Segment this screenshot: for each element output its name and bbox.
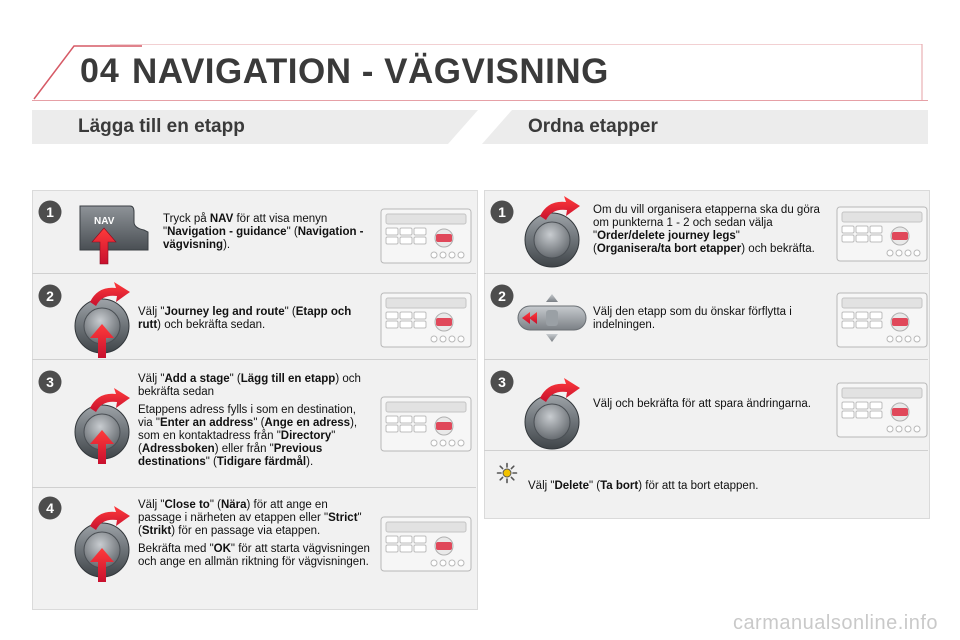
rotary-knob-icon <box>518 376 598 456</box>
radio-panel-icon <box>836 206 928 262</box>
right-section-title: Ordna etapper <box>528 116 658 137</box>
right-step-1-text: Om du vill organisera etapperna ska du göra om punkterna 1 - 2 och sedan välja "Order/delete journey legs" (Organisera/ta bort etapper) och bekräfta. <box>593 204 820 255</box>
radio-panel-icon <box>380 516 472 572</box>
rotary-knob-icon <box>68 504 148 584</box>
rotary-knob-icon <box>68 280 148 360</box>
step-4-text: Välj "Close to" (Nära) för att ange en passage i närheten av etappen eller "Strict" (Strikt) för en passage via etappen. Bekräfta med "OK" för att starta vägvisningen och ange en allmän riktning för vägvisningen. <box>138 499 370 568</box>
row-divider <box>32 487 476 488</box>
step-badge-4: 4 <box>38 496 62 520</box>
radio-panel-icon <box>836 292 928 348</box>
radio-panel-icon <box>380 208 472 264</box>
step-badge-1: 1 <box>38 200 62 224</box>
left-section-title: Lägga till en etapp <box>78 116 245 137</box>
row-divider <box>32 273 476 274</box>
radio-panel-icon <box>380 292 472 348</box>
radio-panel-icon <box>380 396 472 452</box>
page-title: NAVIGATION - VÄGVISNING <box>132 52 609 91</box>
step-3-text: Välj "Add a stage" (Lägg till en etapp) och bekräfta sedan Etappens adress fylls i som en destination, via "Enter an address" (Ange en adress), som en kontaktadress från "Directory" (Adressboken) eller från "Previous destinations" (Tidigare färdmål). <box>138 373 361 468</box>
step-badge-1: 1 <box>490 200 514 224</box>
step-badge-3: 3 <box>38 370 62 394</box>
header-underline <box>32 100 928 101</box>
step-badge-3: 3 <box>490 370 514 394</box>
chapter-number: 04 <box>80 52 120 90</box>
row-divider <box>484 359 928 360</box>
scroll-bar-icon <box>514 290 590 346</box>
right-step-3-text: Välj och bekräfta för att spara ändringarna. <box>593 398 811 410</box>
tip-sun-icon <box>496 462 518 484</box>
rotary-knob-icon <box>518 194 598 274</box>
nav-key-icon <box>72 200 152 266</box>
radio-panel-icon <box>836 382 928 438</box>
watermark: carmanualsonline.info <box>732 612 938 634</box>
step-badge-2: 2 <box>38 284 62 308</box>
rotary-knob-icon <box>68 386 148 466</box>
tip-text: Välj "Delete" (Ta bort) för att ta bort etappen. <box>528 480 759 492</box>
step-badge-2: 2 <box>490 284 514 308</box>
right-step-2-text: Välj den etapp som du önskar förflytta i indelningen. <box>593 306 792 331</box>
nav-key-label: NAV <box>94 216 115 227</box>
step-1-text: Tryck på NAV för att visa menyn "Navigation - guidance" (Navigation - vägvisning). <box>163 213 364 251</box>
step-2-text: Välj "Journey leg and route" (Etapp och rutt) och bekräfta sedan. <box>138 306 352 331</box>
